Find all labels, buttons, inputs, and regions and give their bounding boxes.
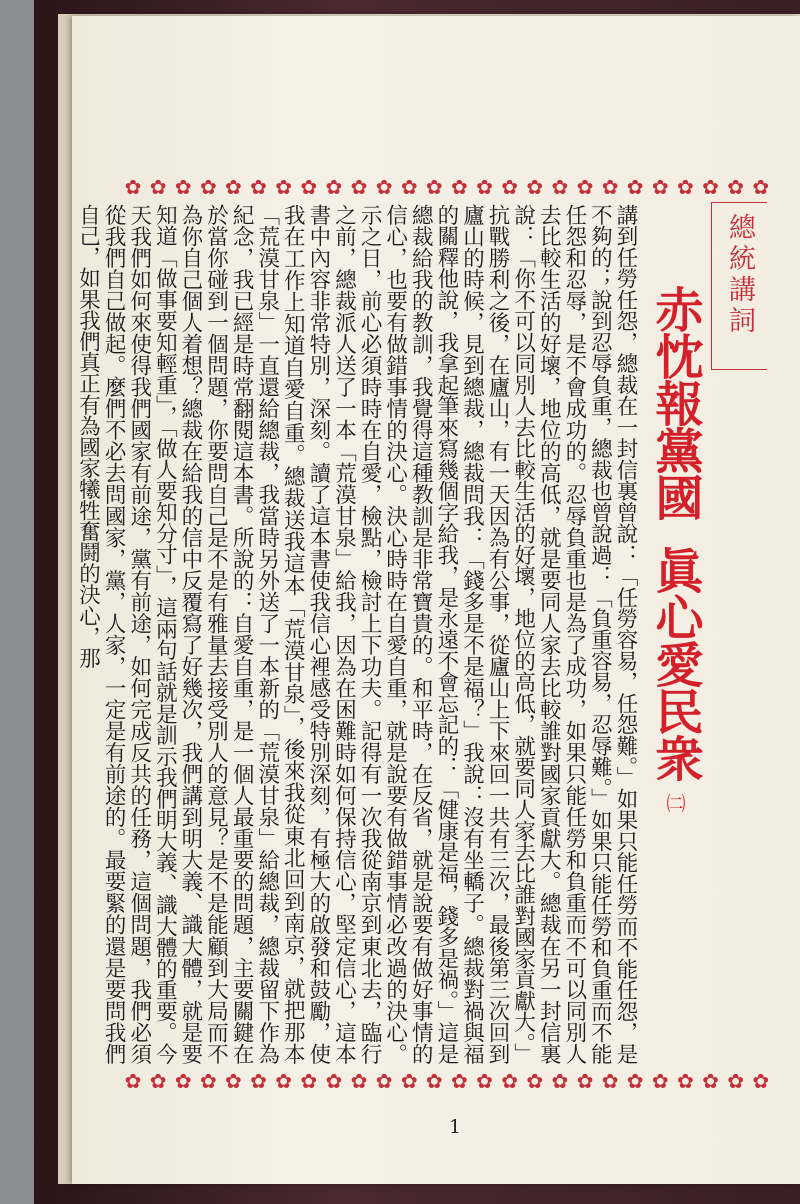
flower-ornament-icon: ✿ — [451, 1069, 468, 1093]
flower-ornament-icon: ✿ — [325, 175, 343, 199]
flower-ornament-icon: ✿ — [551, 1069, 569, 1093]
flower-ornament-icon: ✿ — [325, 1069, 343, 1093]
column-label: 總統講詞 — [711, 202, 767, 370]
flower-ornament-icon: ✿ — [250, 175, 267, 199]
flower-ornament-icon: ✿ — [702, 1069, 719, 1093]
flower-ornament-icon: ✿ — [752, 1069, 770, 1093]
flower-ornament-icon: ✿ — [300, 1069, 318, 1093]
flower-ornament-icon: ✿ — [425, 175, 443, 199]
flower-ornament-icon: ✿ — [225, 1069, 242, 1093]
flower-ornament-icon: ✿ — [275, 1069, 293, 1093]
flower-ornament-icon: ✿ — [199, 1069, 217, 1093]
flower-ornament-icon: ✿ — [501, 1069, 519, 1093]
flower-ornament-icon: ✿ — [702, 175, 719, 199]
flower-ornament-icon: ✿ — [375, 1069, 393, 1093]
flower-ornament-icon: ✿ — [752, 175, 770, 199]
flower-ornament-icon: ✿ — [626, 1069, 644, 1093]
flower-ornament-icon: ✿ — [727, 175, 744, 199]
flower-ornament-icon: ✿ — [350, 1069, 368, 1093]
flower-ornament-icon: ✿ — [576, 1069, 594, 1093]
flower-ornament-icon: ✿ — [149, 175, 167, 199]
flower-ornament-icon: ✿ — [174, 175, 192, 199]
flower-ornament-icon: ✿ — [250, 1069, 267, 1093]
flower-ornament-icon: ✿ — [275, 175, 293, 199]
flower-ornament-icon: ✿ — [526, 175, 544, 199]
flower-ornament-icon: ✿ — [300, 175, 318, 199]
bottom-flower-border — [122, 1068, 772, 1094]
flower-ornament-icon: ✿ — [677, 175, 694, 199]
flower-ornament-icon: ✿ — [551, 175, 569, 199]
flower-ornament-icon: ✿ — [350, 175, 368, 199]
flower-ornament-icon: ✿ — [651, 1069, 669, 1093]
flower-ornament-icon: ✿ — [651, 175, 669, 199]
top-flower-border — [122, 174, 772, 200]
page-number: 1 — [448, 1116, 462, 1138]
flower-ornament-icon: ✿ — [601, 175, 619, 199]
flower-ornament-icon: ✿ — [451, 175, 468, 199]
flower-ornament-icon: ✿ — [677, 1069, 694, 1093]
flower-ornament-icon: ✿ — [576, 175, 594, 199]
flower-ornament-icon: ✿ — [526, 1069, 544, 1093]
flower-ornament-icon: ✿ — [124, 1069, 142, 1093]
article-title — [646, 285, 704, 785]
part-number-label: ㈡ — [666, 793, 686, 815]
flower-ornament-icon: ✿ — [225, 175, 242, 199]
title-part-2: 眞心愛民衆 — [647, 546, 703, 781]
flower-ornament-icon: ✿ — [400, 1069, 418, 1093]
flower-ornament-icon: ✿ — [727, 1069, 744, 1093]
flower-ornament-icon: ✿ — [601, 1069, 619, 1093]
flower-ornament-icon: ✿ — [124, 175, 142, 199]
flower-ornament-icon: ✿ — [400, 175, 418, 199]
flower-ornament-icon: ✿ — [199, 175, 217, 199]
flower-ornament-icon: ✿ — [425, 1069, 443, 1093]
flower-ornament-icon: ✿ — [375, 175, 393, 199]
flower-ornament-icon: ✿ — [501, 175, 519, 199]
title-part-1: 赤忱報黨國 — [647, 285, 703, 520]
flower-ornament-icon: ✿ — [476, 1069, 493, 1093]
flower-ornament-icon: ✿ — [476, 175, 493, 199]
flower-ornament-icon: ✿ — [626, 175, 644, 199]
article-body: 講到任勞任怨，總裁在一封信裏曾說：「任勞容易，任怨難。」如果只能任勞而不能任怨，是不夠的；說到忍辱負重，總裁也曾說過：「負重容易，忍辱難。」如果只能任勞和負重而不能任怨和忍辱，是不會成功的。忍辱負重也是為了成功，如果只能任勞和負重而不可以同別人去比較生活的好壞，地位的高低，就是要同人家去比較誰對國家貢獻大。總裁在另一封信裏說：「你不可以同別人去比較生活的好壞，地位的高低，就要同人家去比誰對國家貢獻大。」抗戰勝利之後，在廬山，有一天因為有公事，從廬山上下來回一共有三次，最後第三次回到廬山的時候，見到總裁，總裁問我：「錢多是不是福？」我說：沒有坐轎子。總裁對禍與福的關釋他說，我拿起筆來寫幾個字給我，是永遠不會忘記的：「健康是福，錢多是禍。」這是總裁給我的教訓，我覺得這種教訓是非常寶貴的。和平時，在反省，就是說要有做好事情的信心，也要有做錯事情的決心。決心時時在自愛自重，就是說要有做錯事情必改過的決心。示之日，前心必須時時在自愛，檢點，檢討上下功夫。記得有一次我從南京到東北去，臨行之前，總裁派人送了一本「荒漠甘泉」給我，因為在困難時如何保持信心，堅定信心，這本書中內容非常特別，深刻。讀了這本書使我信心裡感受特別深刻，有極大的啟發和鼓勵，使我在工作上知道自愛自重。總裁送我這本「荒漠甘泉」，後來我從東北回到南京，就把那本「荒漠甘泉」一直還給總裁，我當時另外送了一本新的「荒漠甘泉」給總裁，總裁留下作為紀念，我已經是時常翻閱這本書。所說的：自愛自重，是一個人最重要的問題，主要關鍵在於當你碰到一個問題，你要問自己是不是有雅量去接受別人的意見？是不是能顧到大局而不為你自己個人着想？總裁在給我的信中反覆寫了好幾次，我們講到明大義、識大體，就是要知道「做事要知輕重」，「做人要知分寸」，這兩句話就是訓示我們明大義、識大體的重要。今天我們如何來使得我們國家有前途，黨有前途，如何完成反共的任務，這個問題，我們必須從我們自己做起。麼們不必去問國家，黨，人家，一定是有前途的。最要緊的還是要問我們自己，如果我們真正有為國家犧牲奮鬪的決心，那 — [75, 204, 638, 1064]
flower-ornament-icon: ✿ — [174, 1069, 192, 1093]
flower-ornament-icon: ✿ — [149, 1069, 167, 1093]
